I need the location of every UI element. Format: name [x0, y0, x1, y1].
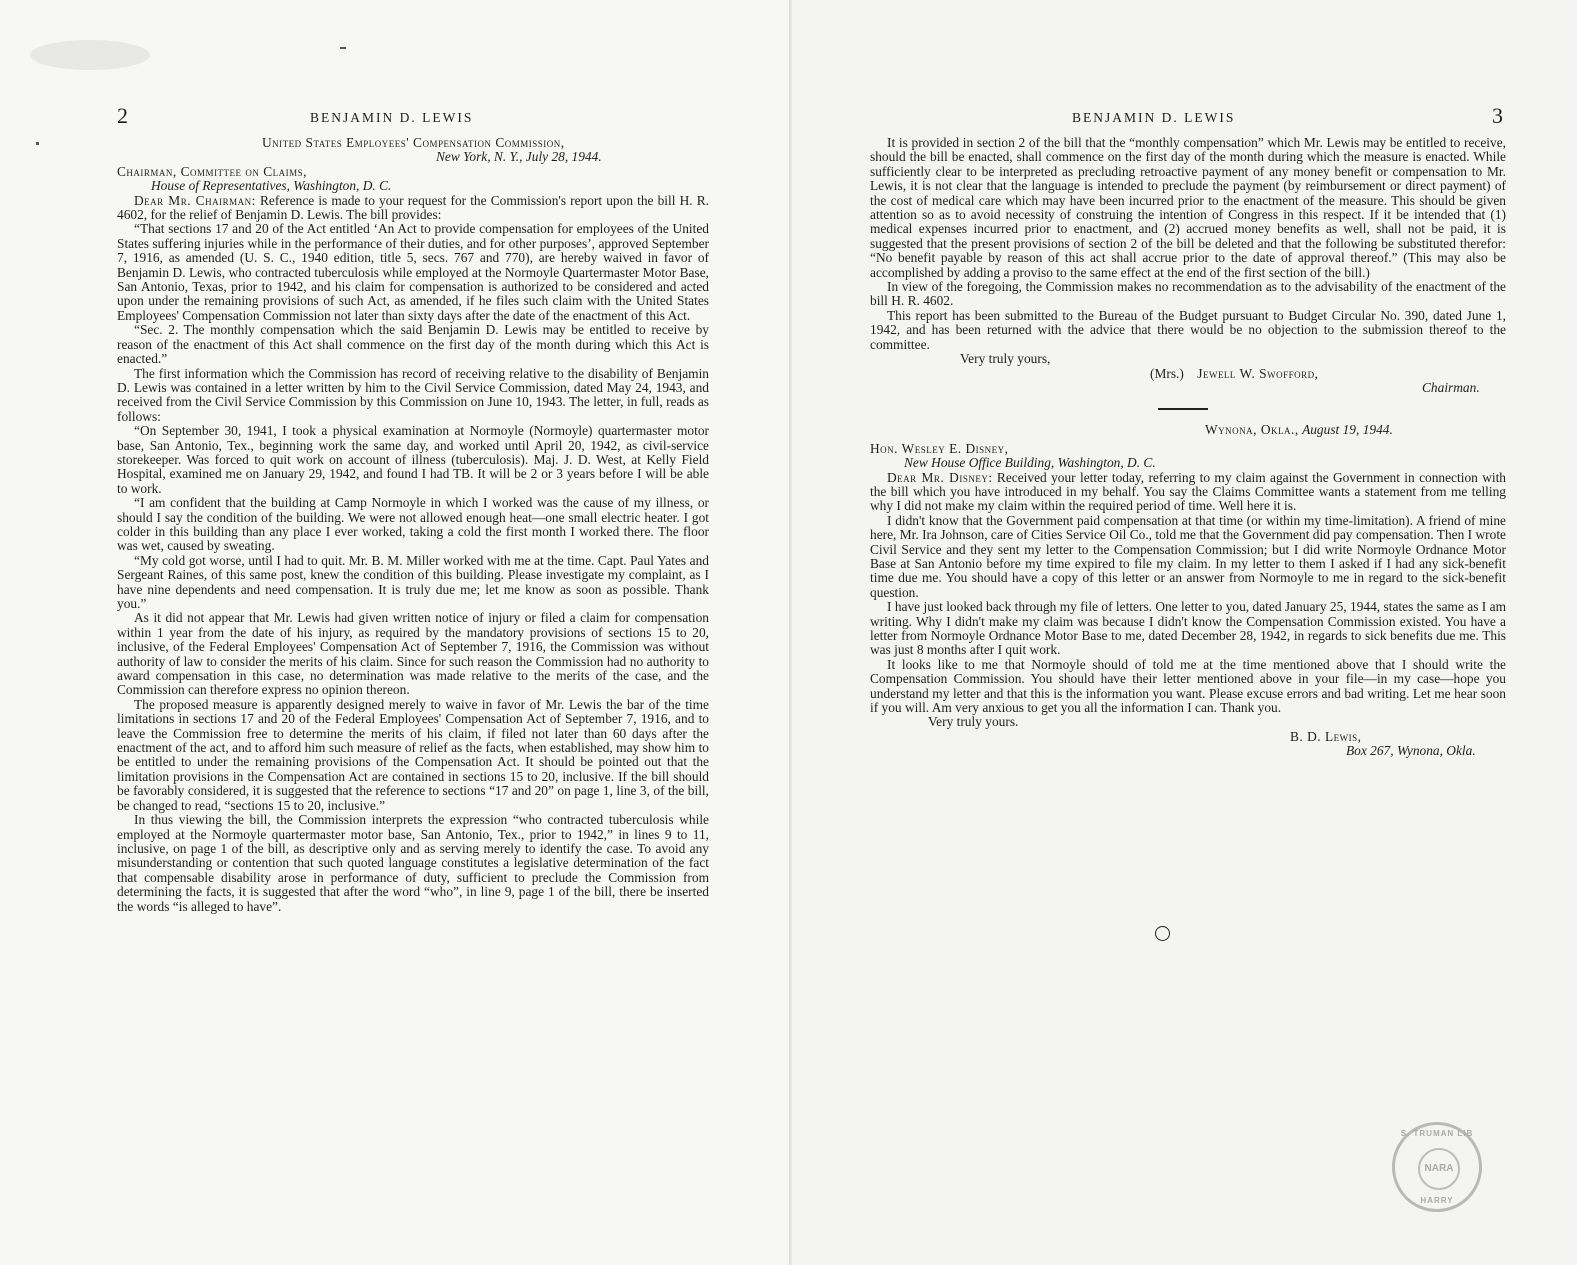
paragraph: The proposed measure is apparently designed merely to waive in favor of Mr. Lewis the bar of the time limitations in sections 17 and 20 of the Federal Employees' Compensation Act of September 7, 1916, and to leave the Commission free to determine the merits of his claim, if filed not later than 60 days after the enactment of the act, and to afford him such measure of relief as the facts, when established, may show him to be entitled to under the remaining provisions of the Compensation Act. It should be pointed out that the limitation provisions in the Compensation Act are contained in sections 15 to 20, inclusive. If the bill should be favorably considered, it is suggested that the reference to sections “17 and 20” on page 1, line 3, of the bill, be changed to read, “sections 15 to 20, inclusive.”: [117, 696, 709, 813]
paragraph: As it did not appear that Mr. Lewis had given written notice of injury or filed a claim for compensation within 1 year from the date of his injury, as required by the mandatory provisions of sections 15 to 20, inclusive, of the Federal Employees' Compensation Act of September 7, 1916, the Commission was without authority of law to consider the merits of his claim. Since for such reason the Commission had no authority to award compensation in this case, no determination was made relative to the merits of the case, and the Commission can therefore express no opinion thereon.: [117, 610, 709, 698]
closing: Very truly yours,: [960, 351, 1051, 367]
page-number: 2: [117, 103, 128, 128]
letter2-signer-address: Box 267, Wynona, Okla.: [1346, 743, 1476, 759]
scan-mark: [340, 47, 346, 49]
letter2-signer: B. D. Lewis,: [1290, 728, 1362, 744]
stamp-bottom-text: HARRY: [1420, 1196, 1454, 1205]
paragraph: In view of the foregoing, the Commission makes no recommendation as to the advisability of the enactment of the bill H. R. 4602.: [870, 279, 1506, 309]
salutation: Dear Mr. Chairman:: [134, 192, 256, 208]
paragraph: In thus viewing the bill, the Commission interprets the expression “who contracted tuberculosis while employed at the Normoyle quartermaster motor base, San Antonio, Tex., prior to 1942,” in lines 9 to 11, inclusive, on page 1 of the bill, as descriptive only and as serving merely to identify the case. To avoid any misunderstanding or contention that such quoted language constitutes a legislative determination of the fact that compensable disability arose in performance of duty, sufficient to preclude the Commission from determining the facts, it is suggested that after the word “who”, in line 9, page 1 of the bill, there be inserted the words “is alleged to have”.: [117, 812, 709, 914]
bill-quote: “Sec. 2. The monthly compensation which the said Benjamin D. Lewis may be entitled to receive by reason of the enactment of this Act shall commence on the first day of the month during which this Act is enacted.”: [117, 322, 709, 367]
hole-punch-circle: [1155, 926, 1170, 941]
stamp-top-text: S. TRUMAN LIB: [1400, 1129, 1474, 1138]
letter2-salutation: Dear Mr. Disney:: [887, 469, 993, 485]
letter-quote: “My cold got worse, until I had to quit. Mr. B. M. Miller worked with me at the time. Capt. Paul Yates and Sergeant Raines, of this same post, knew the condition of this building. Please investigate my complaint, as I have nine dependents and need compensation. It is truly due me; let me know as soon as possible. Thank you.”: [117, 552, 709, 611]
signer-prefix: (Mrs.): [1150, 365, 1184, 381]
dateline: New York, N. Y., July 28, 1944.: [436, 149, 602, 165]
right-page: [792, 0, 1577, 1265]
letter-quote: “On September 30, 1941, I took a physical examination at Normoyle (Normoyle) quartermaster motor base, San Antonio, Tex., beginning work the same day, and worked until April 20, 1942, as civil-service storekeeper. Was forced to quit work on account of illness (tuberculosis). Maj. J. D. West, at Kelly Field Hospital, examined me on January 29, 1942, and found I had TB. It will be 2 or 3 years before I will be able to work.: [117, 423, 709, 496]
paragraph: This report has been submitted to the Bureau of the Budget pursuant to Budget Circular No. 390, dated June 1, 1942, and has been returned with the advice that there would be no objection to the submission thereof to the committee.: [870, 307, 1506, 352]
signer-title: Chairman.: [1422, 379, 1480, 395]
running-head: BENJAMIN D. LEWIS: [310, 110, 474, 125]
scan-mark: [36, 142, 39, 145]
letter2-addressee: Hon. Wesley E. Disney,: [870, 440, 1009, 456]
running-head: BENJAMIN D. LEWIS: [1072, 110, 1236, 125]
letter2-place: Wynona, Okla.,: [1205, 422, 1299, 438]
letter2-date: August 19, 1944.: [1302, 422, 1393, 438]
paragraph: Dear Mr. Disney: Received your letter today, referring to my claim against the Government in connection with the bill which you have introduced in my behalf. You say the Claims Committee wants a statement from me telling why I did not make my claim within the required period of time. Well here it is.: [870, 469, 1506, 514]
addressee-title: Chairman, Committee on Claims,: [117, 163, 308, 179]
signature-line: [870, 367, 1506, 381]
paragraph: It looks like to me that Normoyle should of told me at the time mentioned above that I should write the Compensation Commission. You should have their letter mentioned above in your file—in my case—hope you understand my letter and that this is the information you want. Please excuse errors and bad writing. Let me hear soon if you will. Am very anxious to get you all the information I can. Thank you.: [870, 656, 1506, 716]
addressee-location: House of Representatives, Washington, D. C.: [151, 178, 392, 194]
separator-rule: [1158, 408, 1208, 410]
paragraph: It is provided in section 2 of the bill that the “monthly compensation” which Mr. Lewis may be entitled to receive, should the bill be enacted, shall commence on the first day of the month during which the measure is enacted. While sufficiently clear to be interpreted as precluding retroactive payment of any money benefit or compensation to Mr. Lewis, it is not clear that the language is intended to preclude the payment (by reimbursement or direct payment) of the cost of medical care which may have been incurred prior to the enactment of the measure. This should be given attention so as to avoid necessity of construing the intention of Congress in this respect. If it be intended that (1) medical expenses incurred prior to enactment, and (2) accrued money benefits as well, shall not be paid, it is suggested that the present provisions of section 2 of the bill be deleted and that the following be substituted therefor: “No benefit payable by reason of this act shall accrue prior to the date of approval thereof.” (This may also be accomplished by adding a proviso to the same effect at the end of the first section of the bill.): [870, 135, 1506, 280]
stamp-center-text: NARA: [1418, 1148, 1460, 1190]
page-number: 3: [1492, 103, 1503, 128]
scan-smudge: [30, 40, 150, 70]
right-column: [870, 136, 1506, 759]
letter-quote: “I am confident that the building at Camp Normoyle in which I worked was the cause of my illness, or should I say the condition of the building. We were not allowed enough heat—one small electric heater. I got colder in this building than any place I ever worked, taking a cold the first month I worked there. The floor was wet, caused by sweating.: [117, 495, 709, 554]
closing: Very truly yours.: [928, 714, 1019, 730]
letter2-dateline: [870, 423, 1506, 437]
left-column: [117, 136, 709, 914]
sender-org: United States Employees' Compensation Commission,: [262, 135, 565, 150]
paragraph: I have just looked back through my file of letters. One letter to you, dated January 25, 1944, states the same as I am writing. Why I didn't make my claim was because I didn't know the Compensation Commission existed. You have a letter from Normoyle Ordnance Motor Base to me, dated December 28, 1942, in regards to sick benefits due me. This was just 8 months after I quit work.: [870, 599, 1506, 658]
letter2-address: New House Office Building, Washington, D. C.: [904, 455, 1156, 471]
paragraph: I didn't know that the Government paid compensation at that time (or within my time-limitation). A friend of mine here, Mr. Ira Johnson, care of Cities Service Oil Co., told me that the Government did pay compensation. Then I wrote Civil Service and they sent my letter to the Compensation Commission; but I did write Normoyle Ordnance Motor Base at San Antonio before my time expired to file my claim. In my letter to them I asked if I had any sick-benefit time due me. You should have a copy of this letter or an answer from Normoyle to me in regard to the sick-benefit question.: [870, 512, 1506, 600]
paragraph: Dear Mr. Chairman: Reference is made to your request for the Commission's report upon the bill H. R. 4602, for the relief of Benjamin D. Lewis. The bill provides:: [117, 192, 709, 223]
bill-quote: “That sections 17 and 20 of the Act entitled ‘An Act to provide compensation for employees of the United States suffering injuries while in the performance of their duties, and for other purposes’, approved September 7, 1916, as amended (U. S. C., 1940 edition, title 5, secs. 767 and 770), are hereby waived in favor of Benjamin D. Lewis, who contracted tuberculosis while employed at the Normoyle Quartermaster Motor Base, San Antonio, Texas, prior to 1942, and his claim for compensation is authorized to be considered and acted upon under the remaining provisions of such Act, as amended, if he files such claim with the United States Employees' Compensation Commission not later than sixty days after the date of the enactment of this Act.: [117, 221, 709, 323]
paragraph: The first information which the Commission has record of receiving relative to the disability of Benjamin D. Lewis was contained in a letter written by him to the Civil Service Commission, dated May 24, 1943, and received from the Civil Service Commission by this Commission on June 10, 1943. The letter, in full, reads as follows:: [117, 365, 709, 424]
library-stamp: [1392, 1122, 1482, 1212]
signer-name: Jewell W. Swofford,: [1197, 365, 1319, 381]
